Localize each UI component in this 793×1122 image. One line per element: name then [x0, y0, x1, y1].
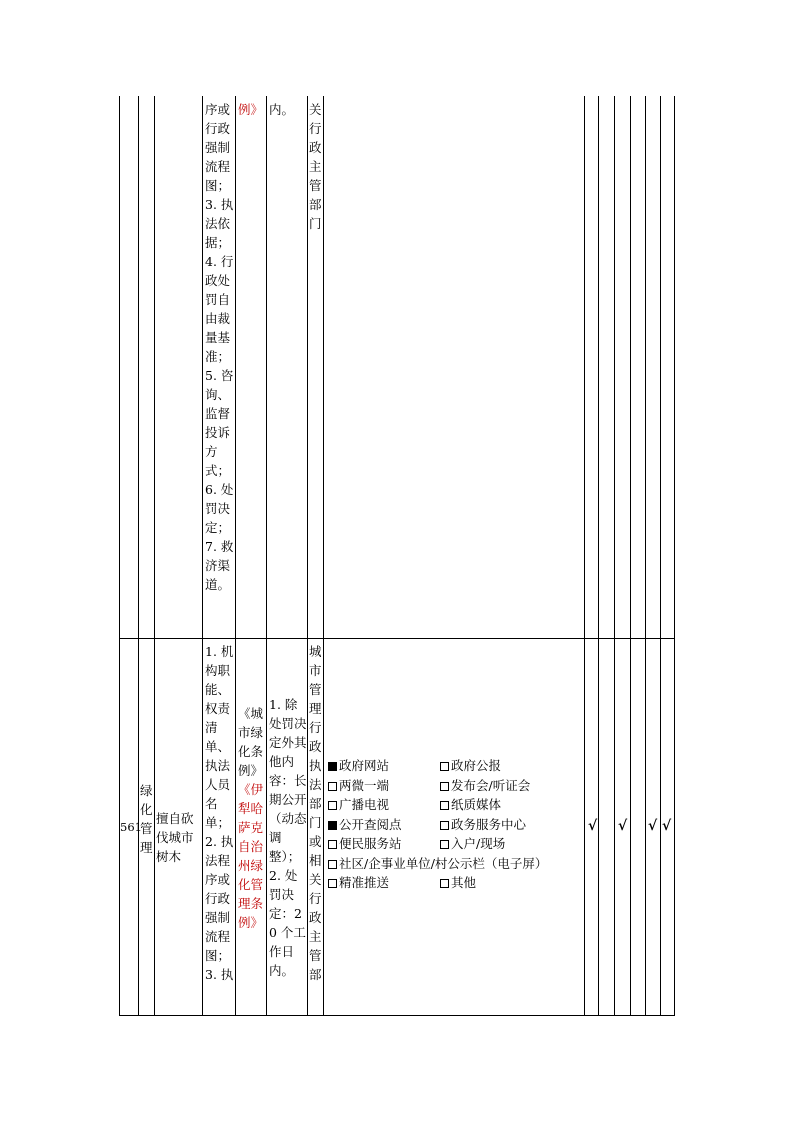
- channel-label: 公开查阅点: [339, 816, 402, 832]
- channel-label: 两微一端: [339, 777, 390, 793]
- channel-label: 入户/现场: [451, 836, 506, 851]
- channel-option: [440, 776, 530, 795]
- column-divider: [138, 96, 139, 1016]
- channel-option: [328, 756, 389, 775]
- prev-publish-content: 序或行政强制流程图；3. 执法依据；4. 行政处罚自由裁量基准；5. 咨询、监督投诉方式；6. 处罚决定；7. 救济渠道。: [205, 102, 234, 592]
- column-divider: [323, 96, 324, 1016]
- channel-label: 广播电视: [339, 797, 390, 812]
- column-divider: [660, 96, 661, 1016]
- channel-option: [440, 795, 501, 814]
- row-publish-content: 1. 机构职能、权责清单、执法人员名单；2. 执法程序或行政强制流程图；3. 执: [205, 644, 234, 982]
- column-divider: [235, 96, 236, 1016]
- checked-box-icon: [328, 821, 337, 830]
- unchecked-box-icon: [440, 762, 449, 771]
- column-divider: [598, 96, 599, 1016]
- channel-row: [328, 795, 580, 815]
- channel-label: 纸质媒体: [451, 797, 502, 812]
- channel-label: 精准推送: [339, 875, 390, 890]
- table-border-right: [674, 96, 675, 1016]
- unchecked-box-icon: [328, 801, 337, 810]
- channel-option: [440, 873, 476, 892]
- unchecked-box-icon: [328, 782, 337, 791]
- row-category: 绿化管理: [140, 783, 153, 855]
- row-number: 561: [120, 820, 142, 834]
- channel-label: 社区/企事业单位/村公示栏（电子屏）: [339, 855, 548, 871]
- channel-label: 政务服务中心: [451, 816, 527, 832]
- table-border-left: [119, 96, 120, 1016]
- column-divider: [202, 96, 203, 1016]
- channel-option: [328, 815, 402, 834]
- row-subject: 城市管理行政执法部门或相关行政主管部: [309, 644, 322, 982]
- channel-option: [328, 795, 389, 814]
- channel-row: [328, 873, 580, 893]
- channel-option: [328, 834, 402, 853]
- publish-channels: [328, 756, 580, 893]
- checked-box-icon: [328, 762, 337, 771]
- unchecked-box-icon: [328, 860, 337, 869]
- checkmark: √: [588, 818, 598, 834]
- channel-row: [328, 834, 580, 854]
- row-basis-regional: 《伊犁哈萨克自治州绿化管理条例》: [238, 782, 264, 930]
- checkmark: √: [648, 818, 658, 834]
- unchecked-box-icon: [440, 821, 449, 830]
- unchecked-box-icon: [328, 879, 337, 888]
- column-divider: [584, 96, 585, 1016]
- channel-option: [440, 756, 501, 775]
- unchecked-box-icon: [328, 840, 337, 849]
- channel-label: 便民服务站: [339, 836, 402, 851]
- channel-label: 政府公报: [451, 758, 502, 773]
- channel-row: [328, 756, 580, 776]
- prev-subject-tail: 关行政主管部门: [309, 102, 322, 231]
- channel-option: [328, 854, 547, 873]
- row-item: 擅自砍伐城市树木: [156, 811, 194, 864]
- channel-row: [328, 815, 580, 835]
- unchecked-box-icon: [440, 879, 449, 888]
- channel-option: [328, 873, 389, 892]
- channel-label: 政府网站: [339, 758, 390, 773]
- channel-option: [328, 776, 389, 795]
- row-basis-national: 《城市绿化条例》: [238, 706, 264, 778]
- table-border-bottom: [119, 1015, 675, 1016]
- unchecked-box-icon: [440, 801, 449, 810]
- row-divider: [119, 638, 675, 639]
- column-divider: [154, 96, 155, 1016]
- channel-row: [328, 776, 580, 796]
- unchecked-box-icon: [440, 782, 449, 791]
- checkmark: √: [662, 818, 672, 834]
- prev-timeframe-tail: 内。: [269, 102, 295, 117]
- column-divider: [630, 96, 631, 1016]
- channel-option: [440, 815, 526, 834]
- checkmark: √: [618, 818, 628, 834]
- channel-label: 发布会/听证会: [451, 777, 531, 793]
- unchecked-box-icon: [440, 840, 449, 849]
- channel-row: [328, 854, 580, 874]
- row-timeframe: 1. 除处罚决定外其他内容：长期公开（动态调整）；2. 处罚决定：20 个工作日内。: [269, 697, 307, 978]
- column-divider: [645, 96, 646, 1016]
- row-basis: [238, 704, 266, 932]
- channel-option: [440, 834, 505, 853]
- column-divider: [307, 96, 308, 1016]
- prev-basis-tail: 例》: [238, 102, 264, 117]
- column-divider: [614, 96, 615, 1016]
- channel-label: 其他: [451, 875, 477, 890]
- column-divider: [266, 96, 267, 1016]
